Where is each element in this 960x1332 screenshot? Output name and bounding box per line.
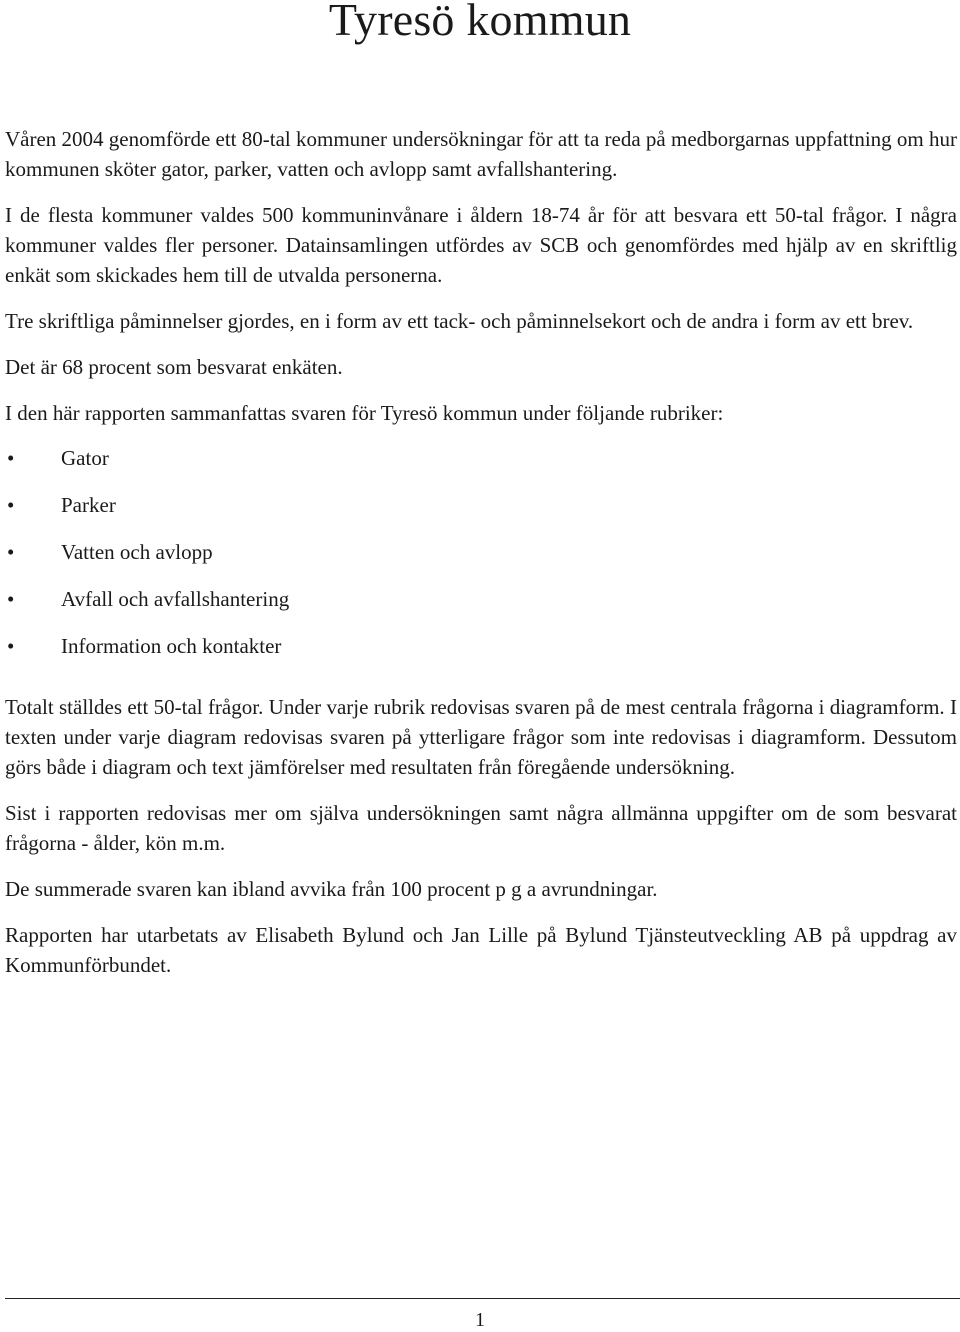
authors-paragraph: Rapporten har utarbetats av Elisabeth Bylund och Jan Lille på Bylund Tjänsteutveckling AB på uppdrag av Kommunförbundet. (5, 923, 957, 977)
list-item-label: Information och kontakter (61, 634, 282, 658)
bullet-icon: • (7, 540, 15, 564)
headings-intro-paragraph: I den här rapporten sammanfattas svaren för Tyresö kommun under följande rubriker: (5, 401, 724, 425)
appendix-paragraph: Sist i rapporten redovisas mer om själva undersökningen samt några allmänna uppgifter om de som besvarat frågorna - ålder, kön m.m. (5, 801, 957, 855)
reminder-paragraph: Tre skriftliga påminnelser gjordes, en i form av ett tack- och påminnelsekort och de andra i form av ett brev. (5, 309, 914, 333)
list-item (5, 537, 957, 584)
bullet-icon: • (7, 446, 15, 470)
rounding-note-paragraph: De summerade svaren kan ibland avvika från 100 procent p g a avrundningar. (5, 877, 658, 901)
document-body (5, 124, 957, 996)
list-item-label: Vatten och avlopp (61, 540, 213, 564)
page-number: 1 (475, 1309, 485, 1331)
bullet-icon: • (7, 587, 15, 611)
list-item (5, 443, 957, 490)
list-item (5, 631, 957, 678)
intro-paragraph: Våren 2004 genomförde ett 80-tal kommuner undersökningar för att ta reda på medborgarnas uppfattning om hur kommunen sköter gator, parker, vatten och avlopp samt avfallshantering. (5, 127, 957, 181)
bullet-icon: • (7, 634, 15, 658)
list-item-label: Parker (61, 493, 116, 517)
topic-list (5, 443, 957, 678)
list-item-label: Gator (61, 446, 109, 470)
footer-divider (5, 1298, 960, 1299)
list-item-label: Avfall och avfallshantering (61, 587, 290, 611)
list-item (5, 490, 957, 537)
questions-paragraph: Totalt ställdes ett 50-tal frågor. Under varje rubrik redovisas svaren på de mest centrala frågorna i diagramform. I texten under varje diagram redovisas svaren på ytterligare frågor som inte redovisas i diagramform. Dessutom görs både i diagram och text jämförelser med resultaten från föregående undersökning. (5, 695, 957, 779)
response-rate-paragraph: Det är 68 procent som besvarat enkäten. (5, 355, 343, 379)
bullet-icon: • (7, 493, 15, 517)
list-item (5, 584, 957, 631)
selection-paragraph: I de flesta kommuner valdes 500 kommuninvånare i åldern 18-74 år för att besvara ett 50-tal frågor. I några kommuner valdes fler personer. Datainsamlingen utfördes av SCB och genomfördes med hjälp av en skriftlig enkät som skickades hem till de utvalda personerna. (5, 203, 957, 287)
page-title: Tyresö kommun (328, 0, 632, 45)
